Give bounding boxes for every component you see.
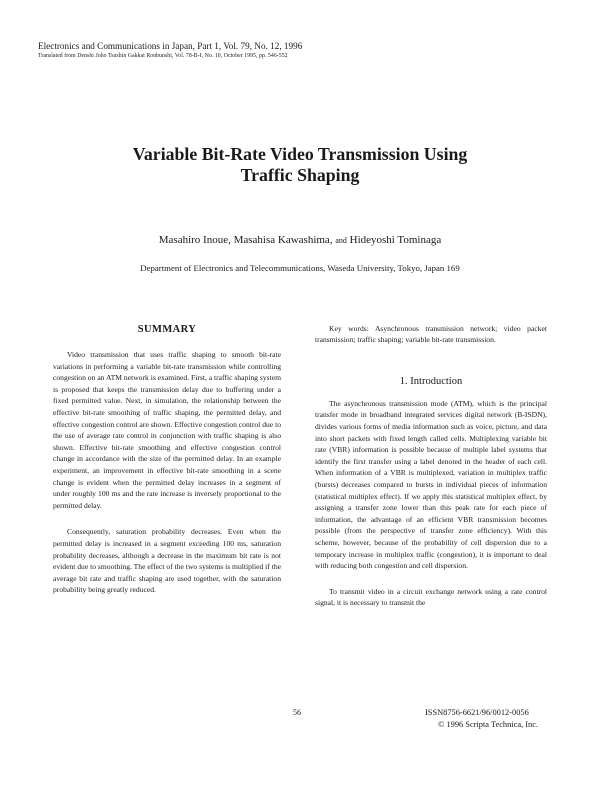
right-column [315,323,547,609]
left-column [53,323,281,596]
introduction-heading: 1. Introduction [399,375,463,387]
summary-paragraph-2: Consequently, saturation probability decreases. Even when the permitted delay is increased in a segment exceeding 100 ms, saturation probability decreases, although a decrease in the maximum bit rate is not evident due to smoothing. The effect of the two systems is multiplied if the average bit rate and traffic shaping are used together, with the saturation probability being greatly reduced. [53,527,281,595]
translation-source: Translated from Denshi Joho Tsushin Gakkai Ronbunshi, Vol. 78-B-I, No. 10, October 1995, pp. 546-552 [38,53,288,59]
title-line-2: Traffic Shaping [240,165,360,185]
author-list [80,234,520,247]
title-line-1: Variable Bit-Rate Video Transmission Using [132,144,468,164]
keywords: Key words: Asynchronous transmission network; video packet transmission; traffic shaping; variable bit-rate transmission. [315,324,547,345]
copyright: © 1996 Scripta Technica, Inc. [438,720,539,729]
issn: ISSN8756-6621/96/0012-0056 [425,708,529,717]
introduction-paragraph-2: To transmit video in a circuit exchange network using a rate control signal, it is necessary to transmit the [315,586,547,608]
authors-part-2: Hideyoshi Tominaga [349,234,442,246]
page-number: 56 [293,708,301,717]
authors-and: and [335,236,347,245]
introduction-paragraph-1: The asynchronous transmission mode (ATM), which is the principal transfer mode in broadband integrated services digital network (B-ISDN), divides various forms of media information such as voice, picture, and data into short packets with fixed length called cells. Multiplexing variable bit rate (VBR) information is possible because of multiple label systems that identify the first transfer using a label denoted in the header of each cell. When information of a VBR is multiplexed, variation in multiplex traffic (bursts) decreases compared to bursts in individual pieces of information (statistical multiplex effect). If we apply this statistical multiplex effect, by assigning a transfer zone lower than this peak rate for each piece of information, the advantage of an efficient VBR transmission becomes possible (from the perspective of transfer zone efficiency). With this scheme, however, because of the probability of cell dispersion due to a temporary increase in multiplex traffic (congestion), it is important to deal with reducing both congestion and cell dispersion. [315,398,547,571]
journal-citation: Electronics and Communications in Japan, Part 1, Vol. 79, No. 12, 1996 [38,41,303,51]
summary-paragraph-1: Video transmission that uses traffic shaping to smooth bit-rate variations in performing a variable bit-rate transmission while controlling congestion on an ATM network is examined. First, a traffic shaping system is proposed that keeps the transmission delay due to buffering under a fixed permitted value. Next, in simulation, the relationship between the effective bit-rate smoothing of traffic shaping, the permitted delay, and effective congestion control are shown. Effective congestion control due to the use of average rate control in conjunction with traffic shaping is also shown. Effective bit-rate smoothing and effective congestion control change in accordance with the size of the permitted delay. In an example experiment, an improvement in effective bit-rate smoothing in a scene change is evident when the permitted delay increases in a segment of under roughly 100 ms and the rate increase is inversely proportional to the permitted delay. [53,350,281,510]
paper-title [80,144,520,186]
authors-part-1: Masahiro Inoue, Masahisa Kawashima, [158,234,333,246]
author-affiliation: Department of Electronics and Telecommunications, Waseda University, Tokyo, Japan 169 [140,263,460,273]
summary-heading: SUMMARY [137,324,197,335]
